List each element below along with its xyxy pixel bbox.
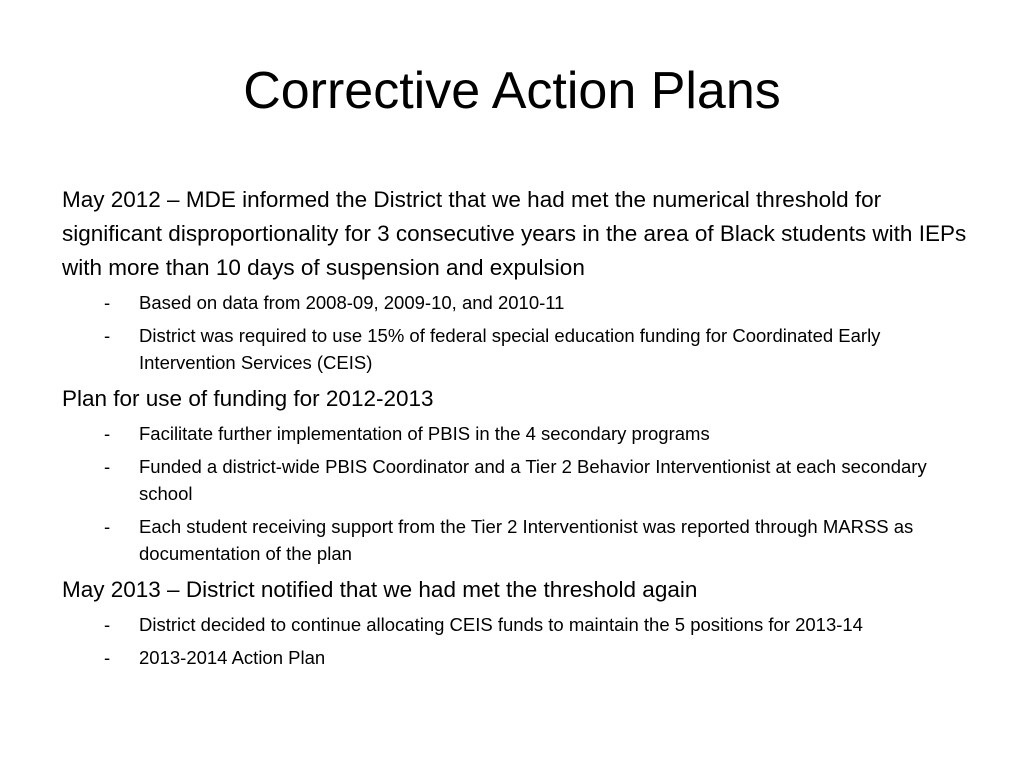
list-item-text: District decided to continue allocating CEIS funds to maintain the 5 positions for 2013-14 — [139, 614, 863, 635]
section-may-2013 — [62, 573, 967, 671]
bullet-marker: - — [104, 423, 111, 444]
section-plan-2012-2013 — [62, 382, 967, 567]
bullet-marker: - — [104, 456, 111, 477]
list-item-text: Each student receiving support from the Tier 2 Interventionist was reported through MARSS as documentation of the plan — [139, 516, 914, 564]
list-item-text: Funded a district-wide PBIS Coordinator and a Tier 2 Behavior Interventionist at each secondary school — [139, 456, 927, 504]
bullet-list — [62, 289, 967, 376]
list-item — [62, 644, 967, 671]
list-item-text: 2013-2014 Action Plan — [139, 647, 326, 668]
section-may-2012 — [62, 183, 967, 376]
list-item-text: Based on data from 2008-09, 2009-10, and 2010-11 — [139, 292, 565, 313]
list-item — [62, 513, 967, 567]
bullet-marker: - — [104, 614, 111, 635]
section-heading: Plan for use of funding for 2012-2013 — [62, 386, 434, 411]
slide-title: Corrective Action Plans — [243, 62, 781, 120]
bullet-list — [62, 611, 967, 671]
bullet-marker: - — [104, 516, 111, 537]
section-heading: May 2012 – MDE informed the District that we had met the numerical threshold for significant disproportionality for 3 consecutive years in the area of Black students with IEPs with more than 10 days of suspension and expulsion — [62, 187, 967, 280]
list-item — [62, 453, 967, 507]
bullet-marker: - — [104, 647, 111, 668]
bullet-marker: - — [104, 325, 111, 346]
list-item — [62, 420, 967, 447]
bullet-list — [62, 420, 967, 567]
list-item — [62, 611, 967, 638]
slide-body — [62, 183, 967, 677]
list-item-text: District was required to use 15% of federal special education funding for Coordinated Early Intervention Services (CEIS) — [139, 325, 881, 373]
list-item-text: Facilitate further implementation of PBIS in the 4 secondary programs — [139, 423, 710, 444]
list-item — [62, 322, 967, 376]
bullet-marker: - — [104, 292, 111, 313]
section-heading: May 2013 – District notified that we had met the threshold again — [62, 577, 698, 602]
list-item — [62, 289, 967, 316]
